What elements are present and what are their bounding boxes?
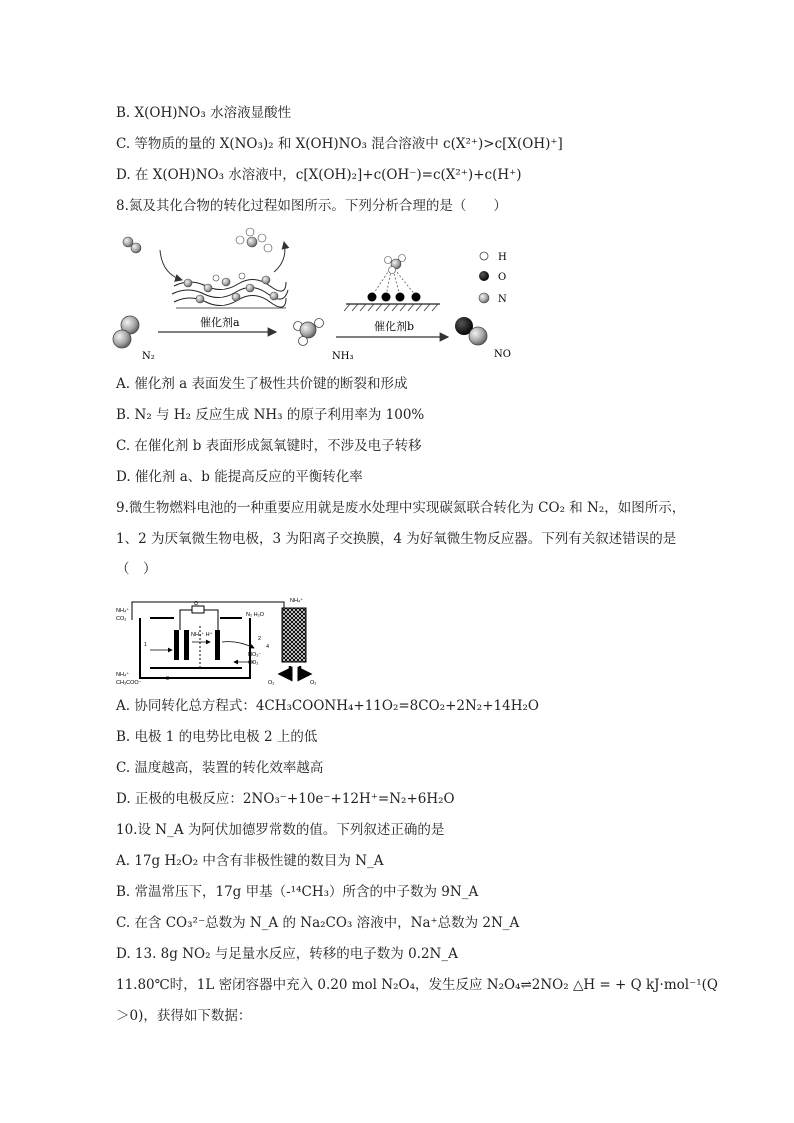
q11-stem-line2: ＞0)，获得如下数据： xyxy=(116,1008,252,1024)
inlet-nh4-label: NH₄⁺ xyxy=(116,608,130,614)
q8-option-c: C. 在催化剂 b 表面形成氮氧键时，不涉及电子转移 xyxy=(116,438,422,454)
q9-option-b: B. 电极 1 的电势比电极 2 上的低 xyxy=(116,729,318,745)
co2-out-label: CO₂ xyxy=(248,660,259,666)
nh3-leaving xyxy=(236,228,272,252)
electrode-2 xyxy=(215,630,220,660)
nh3-label: NH₃ xyxy=(332,351,354,362)
reactor-number: 4 xyxy=(266,644,270,650)
q9-stem-line2: 1、2 为厌氧微生物电极，3 为阳离子交换膜，4 为好氧微生物反应器。下列有关叙述错误的是 xyxy=(116,531,677,547)
oxygen-in-label-left: O₂ xyxy=(268,680,275,686)
no-molecule xyxy=(455,317,487,345)
legend-o: O xyxy=(498,272,507,283)
membrane-number: 3 xyxy=(166,676,170,682)
electrode-1-number: 1 xyxy=(144,642,148,648)
q8-option-b: B. N₂ 与 H₂ 反应生成 NH₃ 的原子利用率为 100% xyxy=(116,407,425,423)
catalyst-a-label: 催化剂a xyxy=(200,316,240,329)
q7-option-b: B. X(OH)NO₃ 水溶液显酸性 xyxy=(116,105,292,121)
h2-incoming xyxy=(123,237,141,253)
electrode-1 xyxy=(174,630,179,660)
q8-stem: 8.氮及其化合物的转化过程如图所示。下列分析合理的是（ ） xyxy=(116,198,507,214)
n2-molecule xyxy=(113,316,139,348)
resistor-omega-label: Ω xyxy=(194,601,199,607)
reactor-nh4-label: NH₄⁺ xyxy=(290,598,304,604)
q7-option-d: D. 在 X(OH)NO₃ 水溶液中，c[X(OH)₂]+c(OH⁻)=c(X²⁺)+c(H⁺) xyxy=(116,167,522,183)
feed-nh4-label: NH₄⁺ xyxy=(116,672,130,678)
nh3-molecule xyxy=(294,319,324,346)
q10-stem: 10.设 N_A 为阿伏加德罗常数的值。下列叙述正确的是 xyxy=(116,822,445,838)
q9-option-c: C. 温度越高，装置的转化效率越高 xyxy=(116,760,324,776)
catalyst-b-surface xyxy=(344,255,440,312)
inlet-co2-label: CO₂ xyxy=(116,616,127,622)
q7-option-c: C. 等物质的量的 X(NO₃)₂ 和 X(OH)NO₃ 混合溶液中 c(X²⁺)>c[X(OH)⁺] xyxy=(116,136,563,152)
q9-stem-line3: （ ） xyxy=(116,561,157,577)
electrode-2-number: 2 xyxy=(258,636,262,642)
q9-stem-line1: 9.微生物燃料电池的一种重要应用就是废水处理中实现碳氮联合转化为 CO₂ 和 N₂，如图所示， xyxy=(116,500,686,516)
q9-option-a: A. 协同转化总方程式：4CH₃COONH₄+11O₂=8CO₂+2N₂+14H₂O xyxy=(116,698,539,714)
q8-option-d: D. 催化剂 a、b 能提高反应的平衡转化率 xyxy=(116,469,363,485)
figure-legend xyxy=(479,252,507,305)
q8-option-a: A. 催化剂 a 表面发生了极性共价键的断裂和形成 xyxy=(116,376,408,392)
aerobic-reactor xyxy=(282,608,306,662)
no-label: NO xyxy=(494,349,511,360)
q9-fuel-cell-figure xyxy=(114,596,340,688)
feed-acetate-label: CH₃COO⁻ xyxy=(116,680,142,686)
q11-stem-line1: 11.80℃时，1L 密闭容器中充入 0.20 mol N₂O₄，发生反应 N₂O₄⇌2NO₂ △H = + Q kJ·mol⁻¹(Q xyxy=(116,977,718,993)
outlet-n2-h2o-label: N₂ H₂O xyxy=(246,612,265,618)
legend-h: H xyxy=(498,252,507,263)
oxygen-in-label-right: O₂ xyxy=(310,680,317,686)
q9-option-d: D. 正极的电极反应：2NO₃⁻+10e⁻+12H⁺=N₂+6H₂O xyxy=(116,791,455,807)
q10-option-d: D. 13. 8g NO₂ 与足量水反应，转移的电子数为 0.2N_A xyxy=(116,946,458,962)
catalyst-b-label: 催化剂b xyxy=(374,320,415,333)
nitrate-label: NO₃⁻ xyxy=(248,652,262,658)
q10-option-b: B. 常温常压下，17g 甲基（-¹⁴CH₃）所含的中子数为 9N_A xyxy=(116,884,479,900)
ion-flow-label: NH₄⁺ H⁺ xyxy=(191,632,213,638)
q8-figure xyxy=(110,222,530,364)
legend-n: N xyxy=(498,294,507,305)
n2-label: N₂ xyxy=(142,351,155,362)
q10-option-a: A. 17g H₂O₂ 中含有非极性键的数目为 N_A xyxy=(116,853,384,869)
q10-option-c: C. 在含 CO₃²⁻总数为 N_A 的 Na₂CO₃ 溶液中，Na⁺总数为 2N_A xyxy=(116,915,520,931)
